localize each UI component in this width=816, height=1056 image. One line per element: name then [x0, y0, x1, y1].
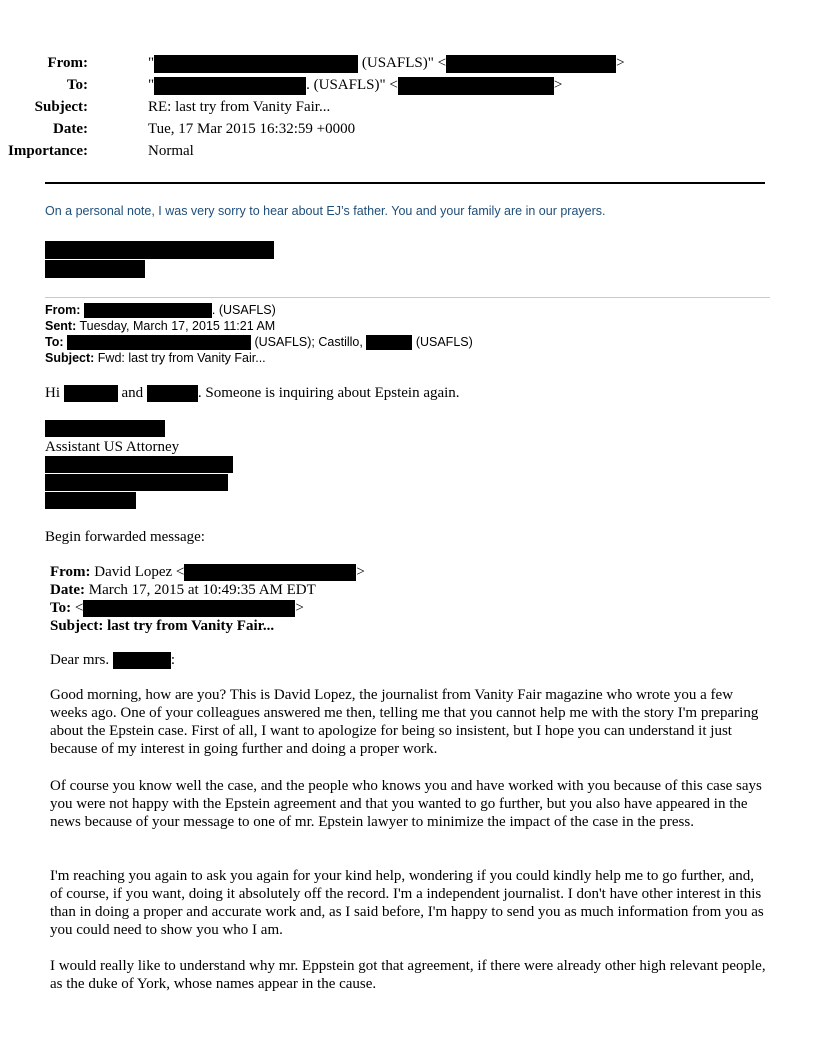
orig-from-end: >	[356, 564, 365, 580]
redaction-box	[45, 260, 145, 278]
fwd-sent-row	[45, 318, 275, 334]
redaction-box	[83, 600, 295, 617]
fwd-from-label: From:	[45, 303, 81, 317]
to-end: >	[553, 77, 563, 93]
body-paragraph-4: I would really like to understand why mr. Eppstein got that agreement, if there were already other high relevant people, as the duke of York, whose names appear in the cause.	[50, 958, 766, 992]
greeting-and: and	[121, 385, 144, 401]
fwd-subject-value: Fwd: last try from Vanity Fair...	[97, 351, 266, 365]
fwd-subject-label: Subject:	[45, 351, 95, 365]
orig-to-open: <	[74, 600, 84, 616]
dear-line	[50, 651, 175, 669]
orig-subject-row	[50, 617, 274, 635]
orig-from-row	[50, 563, 365, 581]
header-subject-row	[0, 96, 760, 118]
fwd-sent-label: Sent:	[45, 319, 77, 333]
quoted-divider	[45, 297, 770, 298]
dear-text: Dear mrs.	[50, 652, 110, 668]
redaction-box	[45, 420, 165, 437]
header-from-row	[0, 52, 760, 74]
fwd-to-value-1: (USAFLS); Castillo,	[254, 335, 363, 349]
header-importance-row	[0, 140, 760, 162]
orig-date-value: March 17, 2015 at 10:49:35 AM EDT	[88, 582, 316, 598]
to-label: To:	[66, 77, 88, 93]
body-paragraph-1: Good morning, how are you? This is David Lopez, the journalist from Vanity Fair magazine who wrote you a few weeks ago. One of your colleagues answered me then, telling me that you cannot help me with the story I'm preparing about the Epstein case. First of all, I want to apologize for being so insistent, but I hope you can understand it just because of my interest in going further and doing a proper work.	[50, 687, 759, 757]
redaction-box	[184, 564, 356, 581]
orig-subject-value: last try from Vanity Fair...	[107, 618, 275, 634]
redaction-box	[67, 335, 251, 350]
orig-date-label: Date:	[50, 582, 85, 598]
fwd-from-row	[45, 302, 276, 318]
redaction-box	[147, 385, 198, 402]
redaction-box	[446, 55, 616, 73]
header-divider	[45, 182, 765, 184]
fwd-from-value: . (USAFLS)	[211, 303, 276, 317]
fwd-to-value-2: (USAFLS)	[415, 335, 473, 349]
begin-forwarded: Begin forwarded message:	[45, 529, 205, 545]
orig-from-label: From:	[50, 564, 91, 580]
greeting-line	[45, 384, 460, 402]
date-label: Date:	[53, 121, 88, 137]
redaction-box	[45, 492, 136, 509]
subject-value: RE: last try from Vanity Fair...	[148, 99, 331, 115]
redaction-box	[113, 652, 171, 669]
redaction-box	[45, 474, 228, 491]
orig-from-value: David Lopez <	[94, 564, 185, 580]
body-paragraph-2: Of course you know well the case, and the people who knows you and have worked with you because of this case says you were not happy with the Epstein agreement and that you wanted to go further, but you also have appeared in the news because of your message to one of mr. Epstein lawyer to minimize the impact of the case in the press.	[50, 778, 762, 830]
redaction-box	[64, 385, 118, 402]
subject-label: Subject:	[34, 99, 88, 115]
header-date-row	[0, 118, 760, 140]
quote-mark: "	[148, 55, 155, 71]
signature-title: Assistant US Attorney	[45, 439, 180, 455]
redaction-box	[366, 335, 412, 350]
redaction-box	[154, 55, 358, 73]
to-org: . (USAFLS)" <	[306, 77, 398, 93]
orig-subject-label: Subject:	[50, 618, 104, 634]
greeting-hi: Hi	[45, 385, 60, 401]
fwd-subject-row	[45, 350, 266, 366]
redaction-box	[45, 241, 274, 259]
redaction-box	[154, 77, 306, 95]
fwd-to-label: To:	[45, 335, 64, 349]
orig-to-end: >	[295, 600, 304, 616]
personal-note: On a personal note, I was very sorry to hear about EJ’s father. You and your family are in our prayers.	[45, 204, 606, 218]
fwd-to-row	[45, 334, 473, 350]
redaction-box	[45, 456, 233, 473]
body-paragraph-3: I'm reaching you again to ask you again for your kind help, wondering if you could kindly help me to go further, and, of course, if you want, doing it absolutely off the record. I'm a independent journalist. I don't have other interest in this than in doing a proper and accurate work and, as I said before, I'm happy to send you as much information from you as you could need to show you who I am.	[50, 868, 764, 938]
redaction-box	[398, 77, 554, 95]
orig-to-row	[50, 599, 304, 617]
from-org: (USAFLS)" <	[361, 55, 447, 71]
greeting-rest: . Someone is inquiring about Epstein again.	[197, 385, 460, 401]
importance-value: Normal	[148, 143, 194, 159]
from-end: >	[616, 55, 625, 71]
date-value: Tue, 17 Mar 2015 16:32:59 +0000	[148, 121, 356, 137]
quote-mark: "	[148, 77, 155, 93]
from-label: From:	[47, 55, 88, 71]
importance-label: Importance:	[8, 143, 88, 159]
fwd-sent-value: Tuesday, March 17, 2015 11:21 AM	[79, 319, 276, 333]
orig-date-row	[50, 581, 316, 599]
header-to-row	[0, 74, 760, 96]
redaction-box	[84, 303, 212, 318]
orig-to-label: To:	[50, 600, 72, 616]
dear-end: :	[170, 652, 176, 668]
